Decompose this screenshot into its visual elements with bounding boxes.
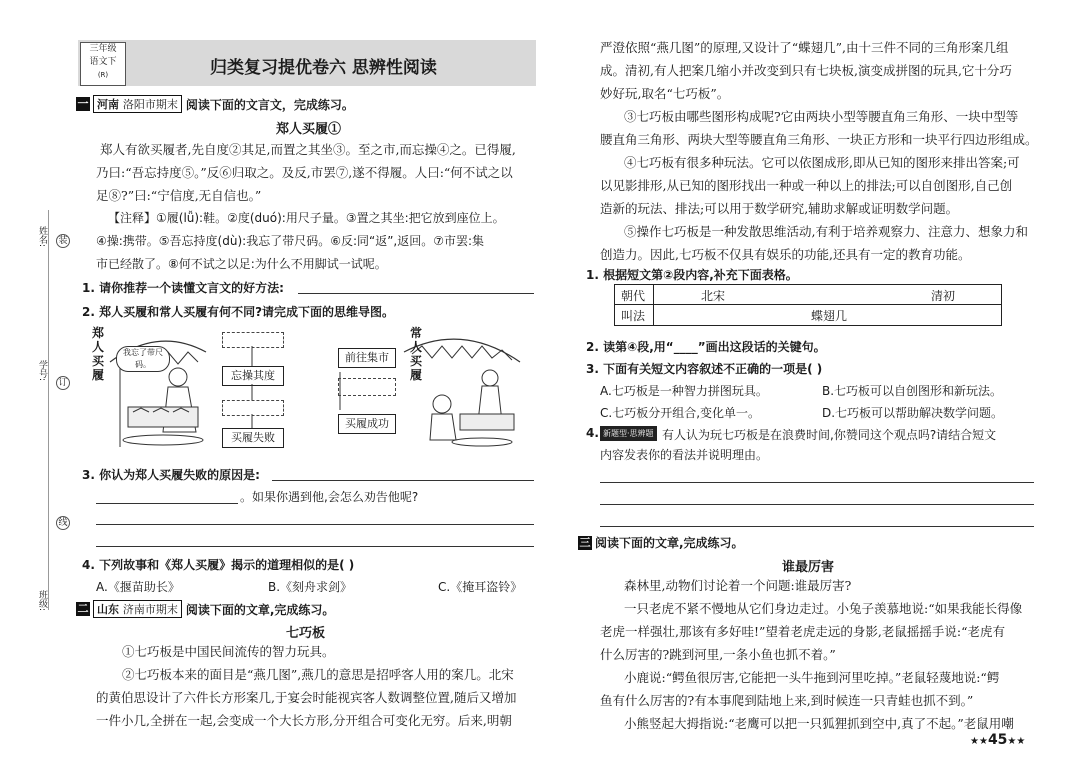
answer-line[interactable] (600, 504, 1034, 505)
passage-line: 什么厉害的?跳到河里,一条小鱼也抓不着。” (600, 647, 836, 662)
page-number (970, 732, 1025, 748)
passage-line: 一只老虎不紧不慢地从它们身边走过。小兔子羡慕地说:“如果我能长得像 (624, 601, 1023, 616)
question-4: 4. 下列故事和《郑人买履》揭示的道理相似的是( ) (82, 558, 355, 572)
mindmap-right-label: 常人买履 (410, 326, 423, 382)
table-cell: 清初 (931, 289, 956, 303)
passage-line: 足⑧?”曰:“宁信度,无自信也。” (96, 188, 262, 203)
passage-line: 乃曰:“吾忘持度⑤。”反⑥归取之。及反,市罢⑦,遂不得履。人曰:“何不试之以 (96, 165, 513, 180)
table-cell: 蝶翅几 (811, 309, 848, 323)
seal-mark: 装 (56, 234, 70, 248)
story-title: 郑人买履① (276, 122, 342, 137)
passage-line: 小熊竖起大拇指说:“老鹰可以把一只狐狸抓到空中,真了不起。”老鼠用嘲 (624, 716, 1014, 731)
new-question-badge: 新题型·思辨题 (600, 426, 657, 441)
table-divider (615, 304, 1001, 305)
class-label: 班级: (37, 590, 47, 612)
option-a[interactable]: A.《揠苗助长》 (96, 580, 180, 594)
id-label: 学号: (37, 360, 47, 382)
answer-table (614, 284, 1002, 326)
mindmap-box-fail: 买履失败 (222, 428, 284, 448)
section-1-header (76, 95, 354, 113)
passage-line: 的黄伯思设计了六件长方形案几,于宴会时能视宾客人数调整位置,随后又增加 (96, 690, 517, 705)
exam-name: 济南市期末 (122, 603, 178, 616)
option-c[interactable]: C.《掩耳盗铃》 (438, 580, 523, 594)
zheng-person-illustration (108, 322, 208, 452)
mindmap-box-success: 买履成功 (338, 414, 396, 434)
mindmap-box-market: 前往集市 (338, 348, 396, 368)
region-name: 山东 (97, 603, 119, 616)
mindmap-blank-box[interactable] (338, 378, 396, 396)
option-a[interactable]: A.七巧板是一种智力拼图玩具。 (600, 384, 768, 398)
star-icon: ★★ (970, 736, 988, 747)
answer-line[interactable] (96, 546, 534, 547)
region-name: 河南 (97, 98, 119, 111)
passage-line: ⑤操作七巧板是一种发散思维活动,有利于培养观察力、注意力、想象力和 (624, 224, 1028, 239)
binding-line (48, 210, 49, 610)
right-question-1: 1. 根据短文第②段内容,补充下面表格。 (586, 268, 798, 282)
subject-text: 语文下 (89, 57, 117, 67)
option-c[interactable]: C.七巧板分开组合,变化单一。 (600, 406, 761, 420)
right-question-4: 有人认为玩七巧板是在浪费时间,你赞同这个观点吗?请结合短文 (662, 428, 997, 442)
answer-line[interactable] (600, 526, 1034, 527)
answer-line[interactable] (298, 293, 534, 294)
section-2-header (76, 600, 334, 618)
section-number: 二 (77, 602, 89, 615)
answer-line[interactable] (96, 524, 534, 525)
mindmap-arrows (200, 330, 360, 450)
table-divider (653, 285, 654, 325)
passage-line: ③七巧板由哪些图形构成呢?它由两块小型等腰直角三角形、一块中型等 (624, 109, 1019, 124)
right-question-3: 3. 下面有关短文内容叙述不正确的一项是( ) (586, 362, 823, 376)
section-number: 三 (579, 535, 591, 549)
question-3-part-b: 。如果你遇到他,会怎么劝告他呢? (240, 490, 419, 504)
right-question-2: 2. 读第④段,用“____”画出这段话的关键句。 (586, 340, 826, 354)
question-1: 1. 请你推荐一个读懂文言文的好方法: (82, 281, 284, 295)
section-instruction: 阅读下面的文章,完成练习。 (185, 602, 335, 617)
mindmap-box-forgot: 忘操其度 (222, 366, 284, 386)
passage-line: ①七巧板是中国民间流传的智力玩具。 (122, 644, 335, 659)
table-row-head: 叫法 (621, 309, 646, 323)
table-cell: 北宋 (701, 289, 726, 303)
edition-text: (R) (97, 71, 109, 79)
section-instruction: 阅读下面的文言文，完成练习。 (185, 97, 354, 112)
section-number: 一 (77, 97, 89, 110)
answer-line[interactable] (272, 480, 534, 481)
region-tag (93, 600, 182, 618)
option-b[interactable]: B.《刻舟求剑》 (268, 580, 353, 594)
passage-line: 郑人有欲买履者,先自度②其足,而置之其坐③。至之市,而忘操④之。已得履, (100, 142, 516, 157)
annotation-line: 市已经散了。⑧何不试之以足:为什么不用脚试一试呢。 (96, 257, 387, 271)
question-2: 2. 郑人买履和常人买履有何不同?请完成下面的思维导图。 (82, 305, 395, 319)
passage-line: ④七巧板有很多种玩法。它可以依图成形,即从已知的图形来排出答案;可 (624, 155, 1020, 170)
passage-line: 森林里,动物们讨论着一个问题:谁最厉害? (624, 578, 852, 593)
passage-line: 以见影排形,从已知的图形找出一种或一种以上的排法;可以自创图形,自己创 (600, 178, 1013, 193)
section-instruction: 阅读下面的文章,完成练习。 (595, 536, 744, 550)
page-number-text: 45 (987, 732, 1008, 748)
star-icon: ★★ (1007, 736, 1026, 747)
answer-line[interactable] (96, 503, 238, 504)
page-title: 归类复习提优卷六 思辨性阅读 (210, 58, 437, 78)
passage-title: 七巧板 (286, 626, 326, 641)
passage-line: 成。清初,有人把案几缩小并改变到只有七块板,演变成拼图的玩具,它十分巧 (600, 63, 1012, 78)
passage-line: 创造力。因此,七巧板不仅具有娱乐的功能,还具有一定的教育功能。 (600, 247, 971, 262)
passage-line: ②七巧板本来的面目是“燕几图”,燕几的意思是招呼客人用的案几。北宋 (122, 667, 514, 682)
passage-line: 鱼有什么厉害的?有本事爬到陆地上来,到时候连一只青蛙也抓不到。” (600, 693, 974, 708)
name-label: 姓名: (37, 226, 47, 248)
passage-line: 腰直角三角形、两块大型等腰直角三角形、一块正方形和一块平行四边形组成。 (600, 132, 1038, 147)
passage-line: 老虎一样强壮,那该有多好哇!”望着老虎走远的身影,老鼠摇摇手说:“老虎有 (600, 624, 1005, 639)
grade-text: 三年级 (89, 44, 117, 54)
answer-line[interactable] (600, 482, 1034, 483)
table-row-head: 朝代 (621, 289, 646, 303)
seal-mark: 订 (56, 376, 70, 390)
option-d[interactable]: D.七巧板可以帮助解决数学问题。 (822, 406, 1004, 420)
speech-bubble: 我忘了带尺码。 (116, 346, 170, 372)
annotation-line: 【注释】①履(lǚ):鞋。②度(duó):用尺子量。③置之其坐:把它放到座位上。 (108, 211, 505, 225)
passage-line: 一件小几,全拼在一起,会变成一个大长方形,分开组合可变化无穷。后来,明朝 (96, 713, 512, 728)
passage-line: 严澄依照“燕几图”的原理,又设计了“蝶翅几”,由十三件不同的三角形案几组 (600, 40, 1009, 55)
passage-line: 妙好玩,取名“七巧板”。 (600, 86, 730, 101)
mindmap-left-label: 郑人买履 (92, 326, 105, 382)
grade-badge (80, 42, 126, 86)
option-b[interactable]: B.七巧板可以自创图形和新玩法。 (822, 384, 1003, 398)
section-3-header (578, 534, 744, 551)
question-3: 3. 你认为郑人买履失败的原因是: (82, 468, 260, 482)
passage-line: 造新的玩法、排法;可以用于数学研究,辅助求解或证明数学问题。 (600, 201, 959, 216)
right-question-4-number: 4. (586, 426, 599, 440)
region-tag (93, 95, 182, 113)
passage-title: 谁最厉害 (782, 560, 835, 575)
exam-name: 洛阳市期末 (122, 98, 178, 111)
annotation-line: ④操:携带。⑤吾忘持度(dù):我忘了带尺码。⑥反:同“返”,返回。⑦市罢:集 (96, 234, 485, 248)
seal-mark: 线 (56, 516, 70, 530)
right-question-4-cont: 内容发表你的看法并说明理由。 (600, 448, 769, 462)
passage-line: 小鹿说:“鳄鱼很厉害,它能把一头牛拖到河里吃掉。”老鼠轻蔑地说:“鳄 (624, 670, 1000, 685)
